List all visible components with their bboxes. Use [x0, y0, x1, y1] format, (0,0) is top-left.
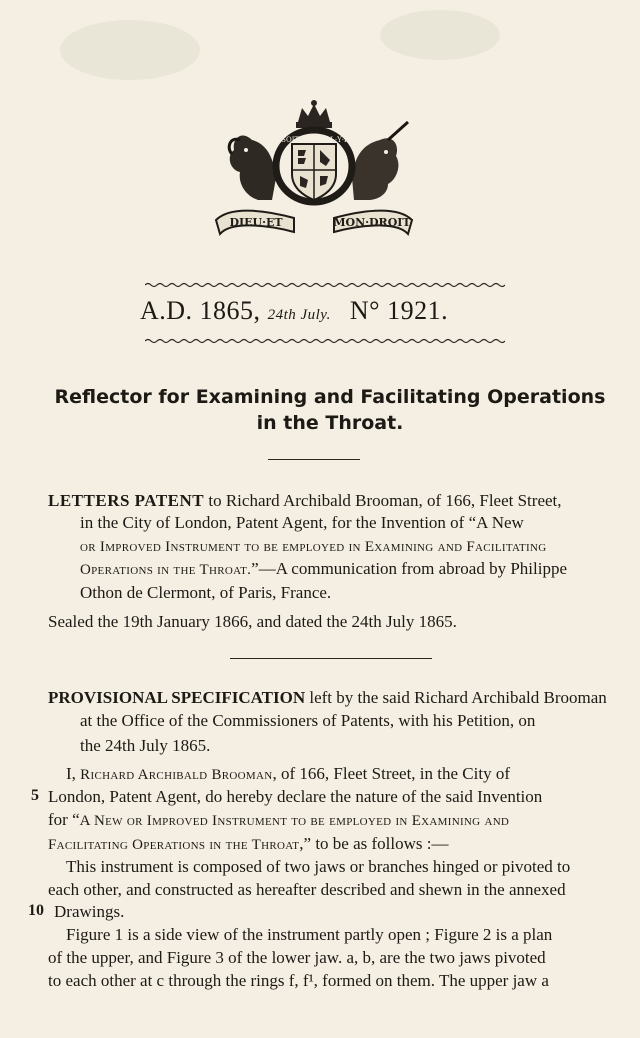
provisional-line-1: [48, 686, 607, 709]
spec-line-5: This instrument is composed of two jaws or branches hinged or pivoted to: [66, 857, 571, 876]
letters-patent-line-2: in the City of London, Patent Agent, for the Invention of “A New: [80, 513, 524, 532]
letters-patent-text: to Richard Archibald Brooman, of 166, Fleet Street,: [204, 491, 562, 510]
spec-line-9: of the upper, and Figure 3 of the lower jaw. a, b, are the two jaws pivoted: [48, 948, 546, 967]
communication-text: ”—A communication from abroad by Philippe: [251, 559, 568, 578]
inventor-name: Richard Archibald Brooman: [80, 767, 273, 783]
garter-motto: HONI·SOIT·QUI·MAL·Y·PENSE: [258, 136, 370, 144]
spec-text: for “: [48, 810, 80, 829]
spec-line-7: Drawings.: [54, 902, 125, 921]
sealed-line: Sealed the 19th January 1866, and dated the 24th July 1865.: [48, 612, 457, 631]
letters-patent-line-3: or Improved Instrument to be employed in Examining and Facilitating: [80, 539, 547, 555]
spec-text: ,” to be as follows :—: [299, 834, 449, 853]
provisional-line-3: the 24th July 1865.: [80, 736, 211, 755]
patent-title: [40, 384, 620, 436]
patent-date: 24th July.: [267, 307, 331, 323]
paper-stain: [380, 10, 500, 60]
title-line-2: in the Throat.: [256, 412, 404, 434]
spec-line-3: [48, 808, 509, 833]
motto-left: DIEU·ET: [229, 216, 283, 229]
spec-line-10: to each other at c through the rings f, f¹, formed on them. The upper jaw a: [48, 971, 549, 990]
spec-line-8: Figure 1 is a side view of the instrument partly open ; Figure 2 is a plan: [66, 925, 553, 944]
royal-coat-of-arms: [212, 100, 416, 240]
patent-number: N° 1921.: [349, 296, 449, 325]
letters-patent-line-1: [48, 489, 562, 512]
patent-year: A.D. 1865,: [140, 296, 261, 325]
spec-text: I,: [66, 764, 81, 783]
provisional-heading: PROVISIONAL SPECIFICATION: [48, 688, 306, 707]
paper-stain: [60, 20, 200, 80]
spec-line-1: [66, 762, 510, 787]
section-rule: [268, 459, 360, 460]
section-rule-2: [230, 658, 432, 659]
provisional-text: left by the said Richard Archibald Brooman: [305, 688, 607, 707]
letters-patent-heading: LETTERS PATENT: [48, 491, 205, 510]
invention-title: A New or Improved Instrument to be employed in Examining and: [79, 813, 510, 829]
ornamental-rule-top: [145, 282, 505, 288]
spec-text: , of 166, Fleet Street, in the City of: [272, 764, 510, 783]
line-number-5: 5: [31, 787, 39, 804]
patent-header: [140, 296, 500, 326]
line-number-10: 10: [28, 902, 44, 919]
spec-line-4: [48, 832, 448, 857]
invention-title-cont: Facilitating Operations in the Throat: [48, 837, 300, 853]
motto-right: MON·DROIT: [333, 216, 411, 229]
letters-patent-line-5: Othon de Clermont, of Paris, France.: [80, 583, 332, 602]
invention-title-end: Operations in the Throat.: [80, 562, 252, 578]
provisional-line-2: at the Office of the Commissioners of Patents, with his Petition, on: [80, 711, 536, 730]
letters-patent-line-4: [80, 557, 567, 582]
spec-line-2: London, Patent Agent, do hereby declare the nature of the said Invention: [48, 787, 543, 806]
ornamental-rule-bottom: [145, 338, 505, 344]
title-line-1: Reflector for Examining and Facilitating Operations: [54, 386, 606, 408]
spec-line-6: each other, and constructed as hereafter described and shewn in the annexed: [48, 880, 566, 899]
